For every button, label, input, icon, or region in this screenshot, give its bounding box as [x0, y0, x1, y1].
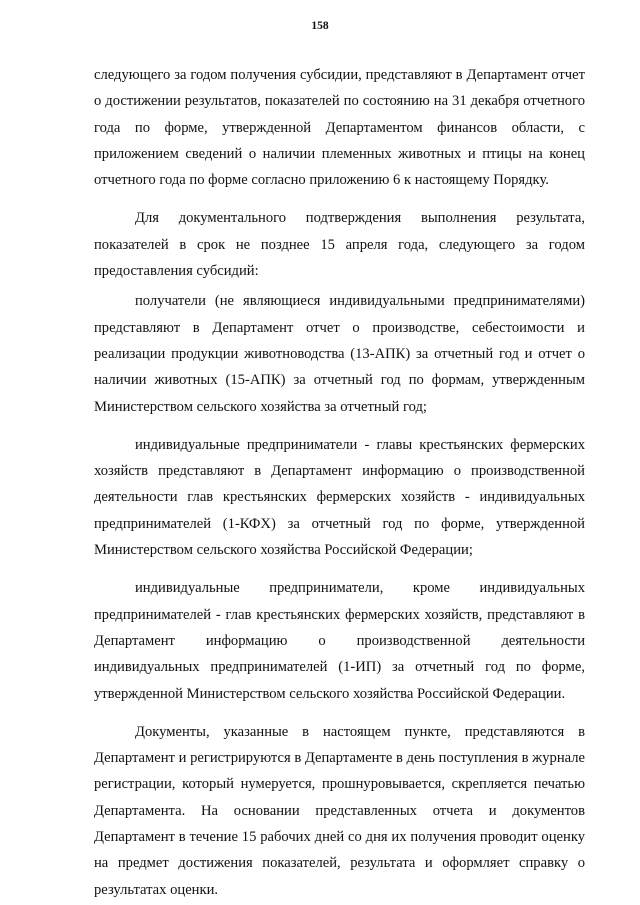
paragraph-individual-entrepreneurs: индивидуальные предприниматели, кроме индивидуальных предпринимателей - глав крестьянских фермерских хозяйств, представляют в Департамент информацию о производственной деятельности индивидуальных предпринимателей (1-ИП) за отчетный год по форме, утвержденной Министерством сельского хозяйства Российской Федерации. [94, 580, 585, 702]
paragraph-document-registration: Документы, указанные в настоящем пункте, представляются в Департамент и регистрируются в Департаменте в день поступления в журнале регистрации, который нумеруется, прошнуровывается, скрепляется печатью Департамента. На основании представленных отчета и документов Департамент в течение 15 рабочих дней со дня их получения проводит оценку на предмет достижения показателей, результата и оформляет справку о результатах оценки. [94, 723, 585, 898]
page-number: 158 [311, 20, 329, 32]
paragraph-confirmation-intro: Для документального подтверждения выполнения результата, показателей в срок не позднее 15 апреля года, следующего за годом предоставления субсидий: [94, 210, 585, 280]
paragraph-recipients-reports: получатели (не являющиеся индивидуальными предпринимателями) представляют в Департамент отчет о производстве, себестоимости и реализации продукции животноводства (13-АПК) за отчетный год и отчет о наличии животных (15-АПК) за отчетный год по формам, утвержденным Министерством сельского хозяйства за отчетный год; [94, 293, 585, 415]
document-body [94, 62, 585, 903]
paragraph-report-deadline: следующего за годом получения субсидии, представляют в Департамент отчет о достижении результатов, показателей по состоянию на 31 декабря отчетного года по форме, утвержденной Департаментом финансов области, с приложением сведений о наличии племенных животных и птицы на конец отчетного года по форме согласно приложению 6 к настоящему Порядку. [94, 67, 585, 189]
paragraph-kfh-heads: индивидуальные предприниматели - главы крестьянских фермерских хозяйств представляют в Департамент информацию о производственной деятельности глав крестьянских фермерских хозяйств - индивидуальных предпринимателей (1-КФХ) за отчетный год по форме, утвержденной Министерством сельского хозяйства Российской Федерации; [94, 436, 585, 559]
